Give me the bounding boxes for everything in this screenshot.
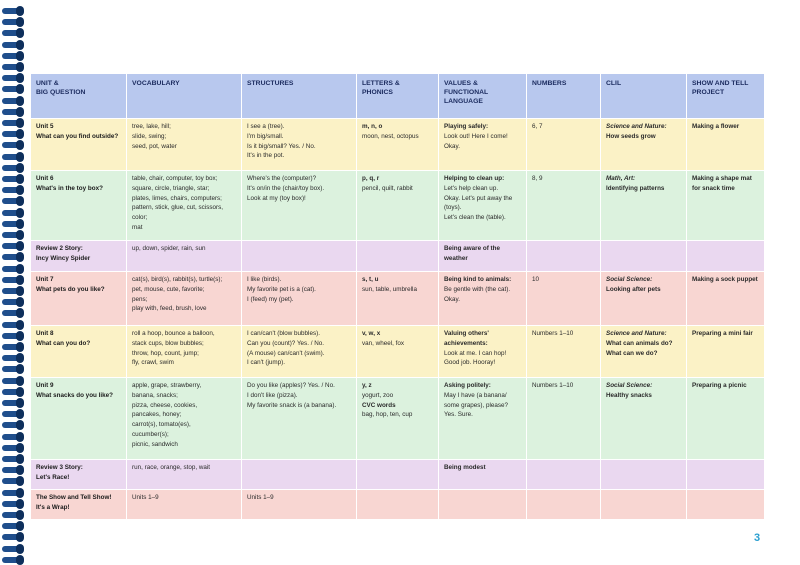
unit-cell: Unit 8 What can you do? bbox=[31, 326, 127, 378]
binding-ring bbox=[2, 342, 26, 352]
letters-cell: y, z yogurt, zoo CVC words bag, hop, ten, cup bbox=[357, 378, 439, 460]
vocab-cell: cat(s), bird(s), rabbit(s), turtle(s); pet, mouse, cute, favorite; pens; play with, feed, brush, love bbox=[127, 272, 242, 326]
clil-cell: Social Science: Looking after pets bbox=[601, 272, 687, 326]
table-row-show-and-tell bbox=[31, 490, 765, 520]
structures-cell: I see a (tree). I'm big/small. Is it big/small? Yes. / No. It's in the pot. bbox=[242, 119, 357, 171]
vocab-cell: apple, grape, strawberry, banana, snacks; pizza, cheese, cookies, pancakes, honey; carrot(s), tomato(es), cucumber(s); picnic, sandwich bbox=[127, 378, 242, 460]
table-row-unit-5 bbox=[31, 119, 765, 171]
binding-ring bbox=[2, 510, 26, 520]
vocab-cell: run, race, orange, stop, wait bbox=[127, 460, 242, 490]
binding-ring bbox=[2, 555, 26, 565]
header-letters: LETTERS & PHONICS bbox=[357, 74, 439, 119]
scope-and-sequence-table bbox=[30, 73, 765, 520]
binding-ring bbox=[2, 107, 26, 117]
binding-ring bbox=[2, 476, 26, 486]
letters-cell bbox=[357, 460, 439, 490]
clil-cell: Science and Nature: What can animals do? What can we do? bbox=[601, 326, 687, 378]
binding-ring bbox=[2, 275, 26, 285]
letters-cell bbox=[357, 241, 439, 272]
binding-ring bbox=[2, 454, 26, 464]
header-show: SHOW AND TELL PROJECT bbox=[687, 74, 765, 119]
binding-ring bbox=[2, 208, 26, 218]
clil-cell: Social Science: Healthy snacks bbox=[601, 378, 687, 460]
binding-ring bbox=[2, 129, 26, 139]
binding-ring bbox=[2, 163, 26, 173]
structures-cell: I like (birds). My favorite pet is a (cat). I (feed) my (pet). bbox=[242, 272, 357, 326]
letters-cell: p, q, r pencil, quilt, rabbit bbox=[357, 171, 439, 241]
vocab-cell: Units 1–9 bbox=[127, 490, 242, 520]
binding-ring bbox=[2, 286, 26, 296]
header-numbers: NUMBERS bbox=[527, 74, 601, 119]
header-unit: UNIT & BIG QUESTION bbox=[31, 74, 127, 119]
unit-cell: Unit 6 What's in the toy box? bbox=[31, 171, 127, 241]
binding-ring bbox=[2, 264, 26, 274]
letters-cell: v, w, x van, wheel, fox bbox=[357, 326, 439, 378]
project-cell: Making a sock puppet bbox=[687, 272, 765, 326]
binding-ring bbox=[2, 488, 26, 498]
table-row-unit-9 bbox=[31, 378, 765, 460]
page-number: 3 bbox=[754, 532, 761, 544]
clil-cell bbox=[601, 241, 687, 272]
binding-ring bbox=[2, 532, 26, 542]
binding-ring bbox=[2, 62, 26, 72]
binding-ring bbox=[2, 499, 26, 509]
values-cell: Asking politely: May I have (a banana/ some grapes), please? Yes. Sure. bbox=[439, 378, 527, 460]
binding-ring bbox=[2, 219, 26, 229]
unit-cell: Unit 5 What can you find outside? bbox=[31, 119, 127, 171]
values-cell: Being kind to animals: Be gentle with (the cat). Okay. bbox=[439, 272, 527, 326]
header-structures: STRUCTURES bbox=[242, 74, 357, 119]
numbers-cell: 10 bbox=[527, 272, 601, 326]
project-cell: Preparing a mini fair bbox=[687, 326, 765, 378]
binding-ring bbox=[2, 17, 26, 27]
structures-cell bbox=[242, 460, 357, 490]
binding-ring bbox=[2, 196, 26, 206]
project-cell bbox=[687, 460, 765, 490]
values-cell: Being modest bbox=[439, 460, 527, 490]
binding-ring bbox=[2, 409, 26, 419]
header-clil: CLIL bbox=[601, 74, 687, 119]
project-cell: Making a flower bbox=[687, 119, 765, 171]
vocab-cell: roll a hoop, bounce a balloon, stack cups, blow bubbles; throw, hop, count, jump; fly, crawl, swim bbox=[127, 326, 242, 378]
numbers-cell: 8, 9 bbox=[527, 171, 601, 241]
letters-cell bbox=[357, 490, 439, 520]
numbers-cell: 6, 7 bbox=[527, 119, 601, 171]
unit-cell: The Show and Tell Show! It's a Wrap! bbox=[31, 490, 127, 520]
binding-ring bbox=[2, 230, 26, 240]
table-row-unit-8 bbox=[31, 326, 765, 378]
binding-ring bbox=[2, 320, 26, 330]
unit-cell: Review 3 Story: Let's Race! bbox=[31, 460, 127, 490]
binding-ring bbox=[2, 364, 26, 374]
structures-cell: I can/can't (blow bubbles). Can you (count)? Yes. / No. (A mouse) can/can't (swim). I can't (jump). bbox=[242, 326, 357, 378]
binding-ring bbox=[2, 84, 26, 94]
binding-ring bbox=[2, 521, 26, 531]
binding-ring bbox=[2, 297, 26, 307]
binding-ring bbox=[2, 28, 26, 38]
clil-cell bbox=[601, 460, 687, 490]
table-row-review-3 bbox=[31, 460, 765, 490]
vocab-cell: tree, lake, hill; slide, swing; seed, pot, water bbox=[127, 119, 242, 171]
clil-cell bbox=[601, 490, 687, 520]
numbers-cell: Numbers 1–10 bbox=[527, 378, 601, 460]
binding-ring bbox=[2, 544, 26, 554]
structures-cell: Do you like (apples)? Yes. / No. I don't like (pizza). My favorite snack is (a banana). bbox=[242, 378, 357, 460]
structures-cell: Where's the (computer)? It's on/in the (chair/toy box). Look at my (toy box)! bbox=[242, 171, 357, 241]
binding-ring bbox=[2, 376, 26, 386]
binding-ring bbox=[2, 140, 26, 150]
binding-ring bbox=[2, 6, 26, 16]
values-cell: Playing safely: Look out! Here I come! Okay. bbox=[439, 119, 527, 171]
unit-cell: Unit 9 What snacks do you like? bbox=[31, 378, 127, 460]
table-row-review-2 bbox=[31, 241, 765, 272]
structures-cell: Units 1–9 bbox=[242, 490, 357, 520]
binding-ring bbox=[2, 40, 26, 50]
clil-cell: Science and Nature: How seeds grow bbox=[601, 119, 687, 171]
clil-cell: Math, Art: Identifying patterns bbox=[601, 171, 687, 241]
values-cell: Being aware of the weather bbox=[439, 241, 527, 272]
structures-cell bbox=[242, 241, 357, 272]
letters-cell: m, n, o moon, nest, octopus bbox=[357, 119, 439, 171]
project-cell: Making a shape mat for snack time bbox=[687, 171, 765, 241]
vocab-cell: up, down, spider, rain, sun bbox=[127, 241, 242, 272]
header-row bbox=[31, 74, 765, 119]
values-cell bbox=[439, 490, 527, 520]
binding-ring bbox=[2, 465, 26, 475]
header-values: VALUES & FUNCTIONAL LANGUAGE bbox=[439, 74, 527, 119]
binding-ring bbox=[2, 420, 26, 430]
numbers-cell bbox=[527, 460, 601, 490]
binding-ring bbox=[2, 432, 26, 442]
binding-ring bbox=[2, 252, 26, 262]
project-cell bbox=[687, 241, 765, 272]
binding-ring bbox=[2, 387, 26, 397]
binding-ring bbox=[2, 241, 26, 251]
binding-ring bbox=[2, 174, 26, 184]
binding-ring bbox=[2, 118, 26, 128]
values-cell: Helping to clean up: Let's help clean up. Okay. Let's put away the (toys). Let's clean the (table). bbox=[439, 171, 527, 241]
header-vocabulary: VOCABULARY bbox=[127, 74, 242, 119]
letters-cell: s, t, u sun, table, umbrella bbox=[357, 272, 439, 326]
vocab-cell: table, chair, computer, toy box; square, circle, triangle, star; plates, limes, chairs, computers; pattern, stick, glue, cut, scissors, color; mat bbox=[127, 171, 242, 241]
numbers-cell bbox=[527, 490, 601, 520]
project-cell bbox=[687, 490, 765, 520]
project-cell: Preparing a picnic bbox=[687, 378, 765, 460]
binding-ring bbox=[2, 443, 26, 453]
spiral-binding bbox=[0, 0, 30, 563]
numbers-cell: Numbers 1–10 bbox=[527, 326, 601, 378]
values-cell: Valuing others' achievements: Look at me. I can hop! Good job. Hooray! bbox=[439, 326, 527, 378]
binding-ring bbox=[2, 51, 26, 61]
unit-cell: Review 2 Story: Incy Wincy Spider bbox=[31, 241, 127, 272]
numbers-cell bbox=[527, 241, 601, 272]
unit-cell: Unit 7 What pets do you like? bbox=[31, 272, 127, 326]
binding-ring bbox=[2, 96, 26, 106]
binding-ring bbox=[2, 73, 26, 83]
binding-ring bbox=[2, 308, 26, 318]
binding-ring bbox=[2, 331, 26, 341]
binding-ring bbox=[2, 353, 26, 363]
table-row-unit-6 bbox=[31, 171, 765, 241]
binding-ring bbox=[2, 185, 26, 195]
binding-ring bbox=[2, 152, 26, 162]
table-row-unit-7 bbox=[31, 272, 765, 326]
binding-ring bbox=[2, 398, 26, 408]
